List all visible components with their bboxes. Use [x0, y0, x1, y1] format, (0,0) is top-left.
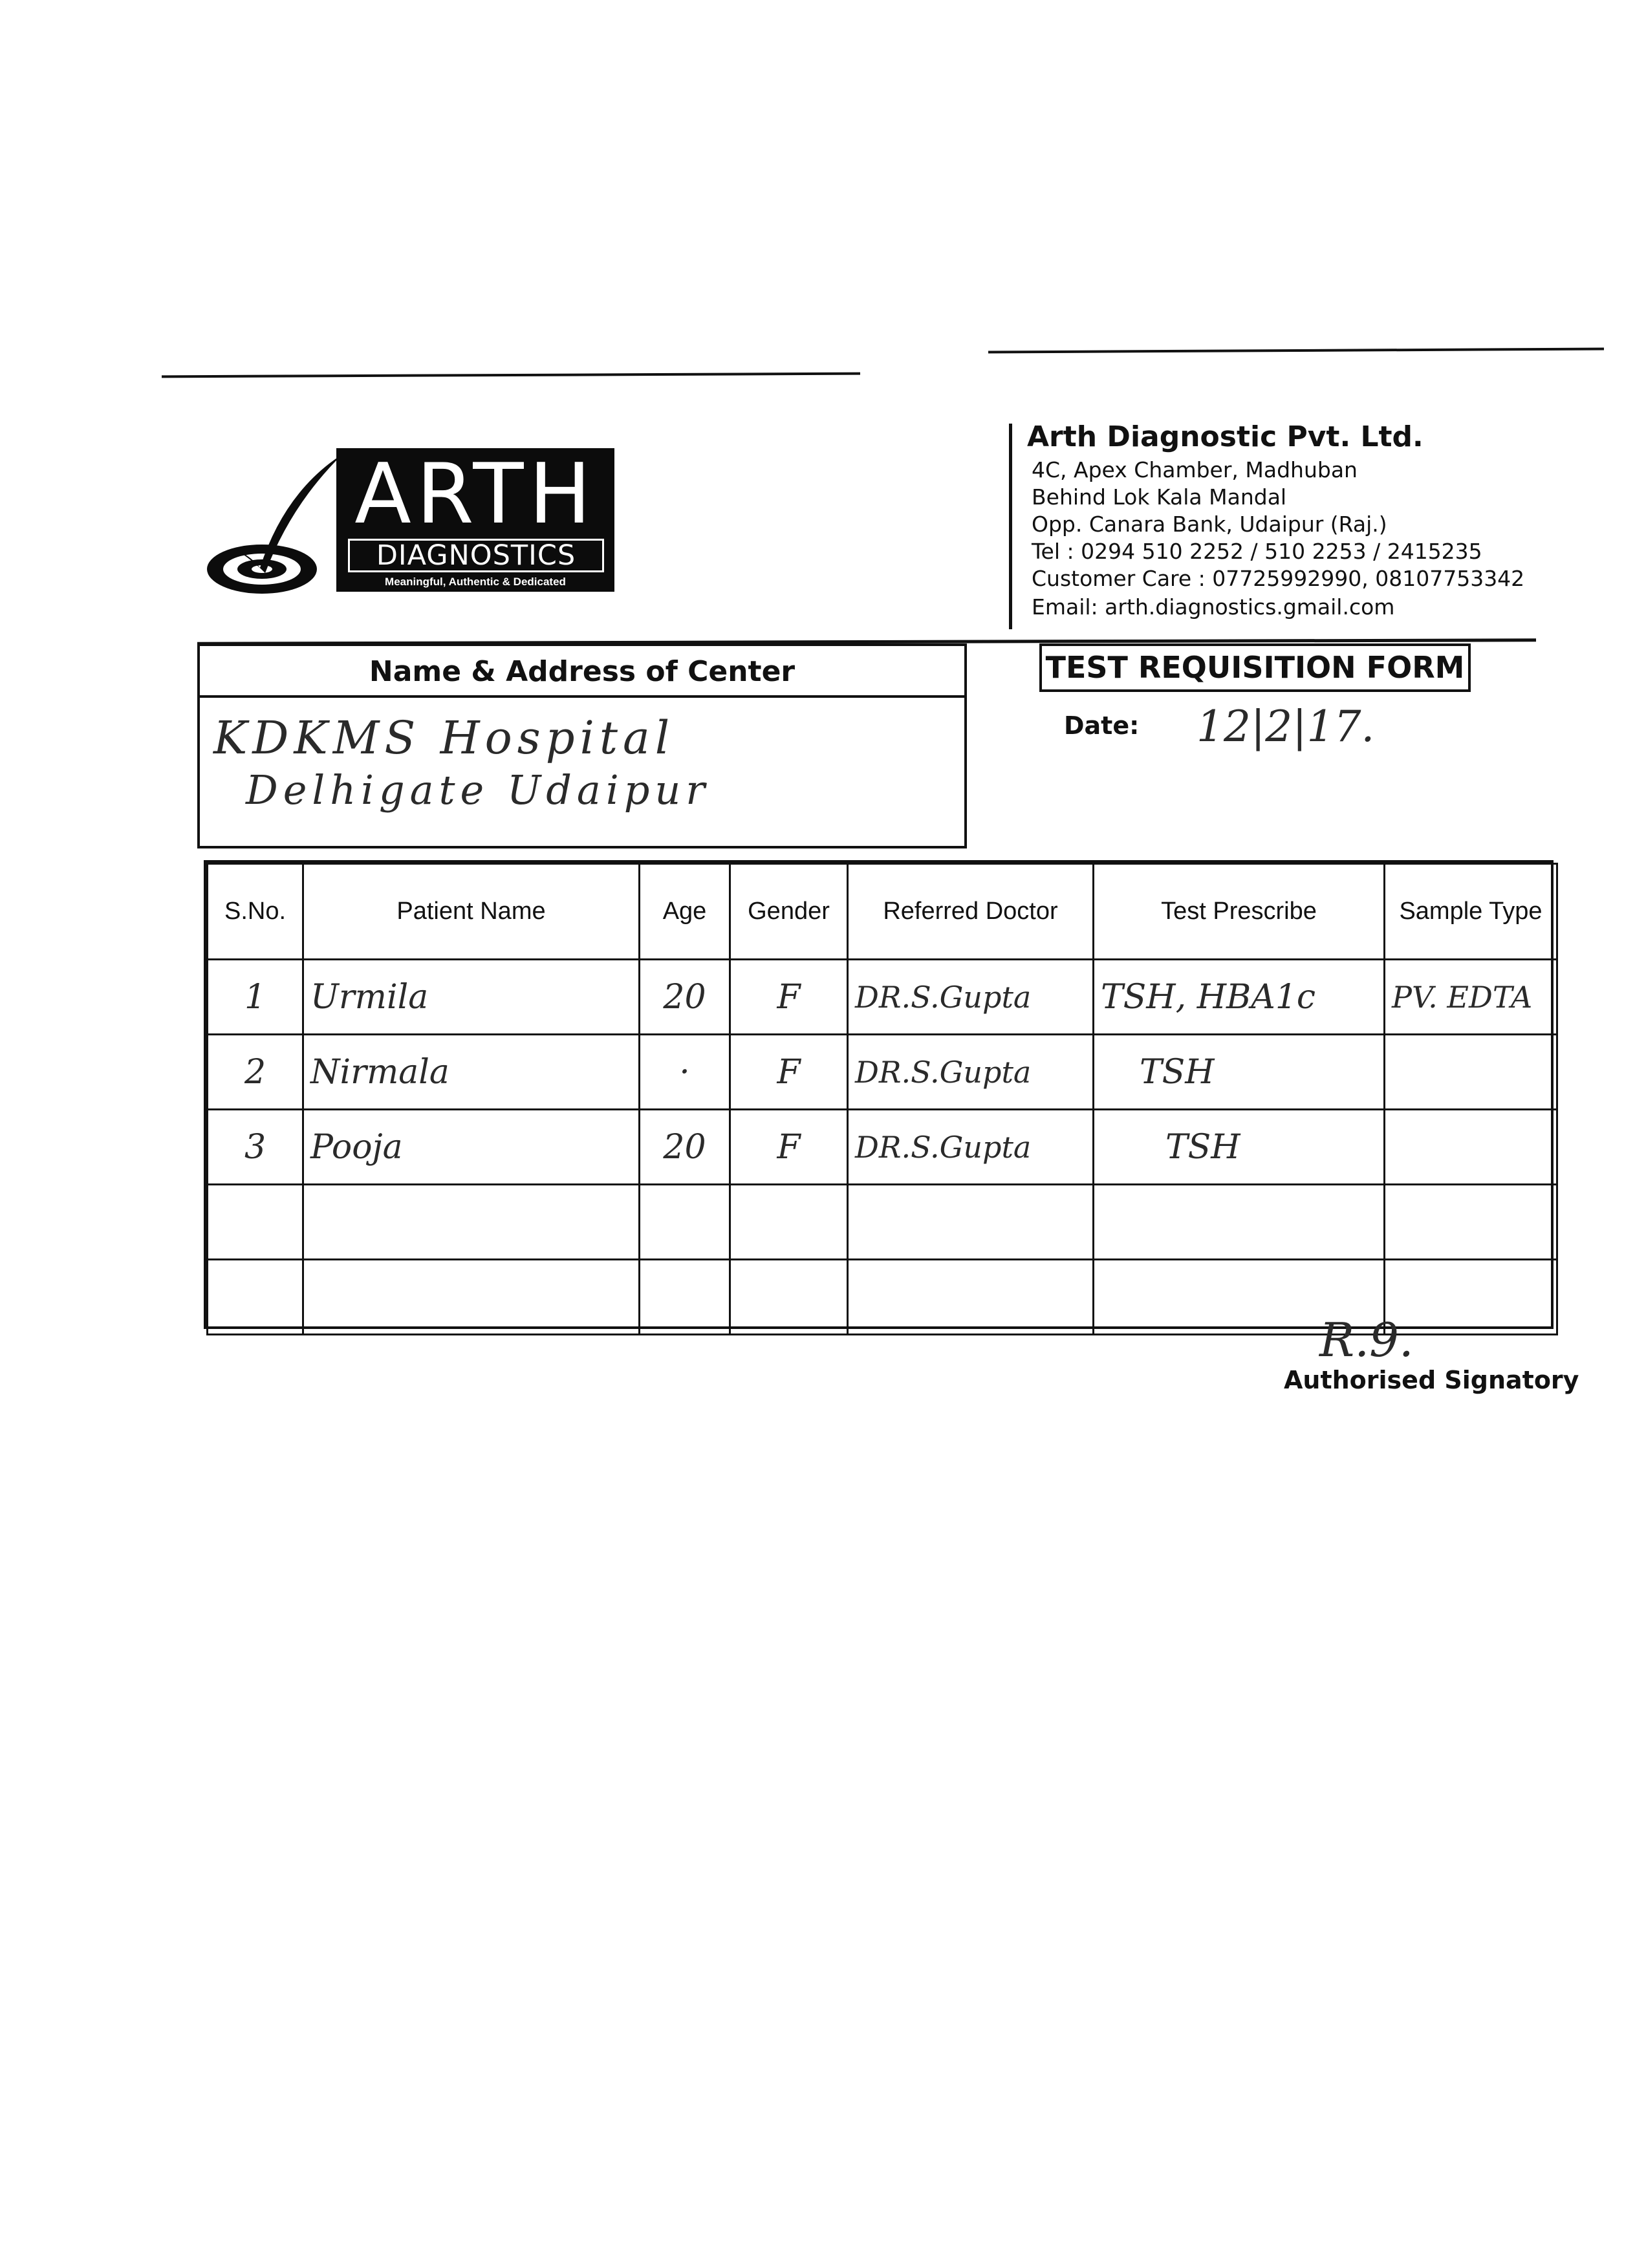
cell-gender: F — [730, 1110, 848, 1185]
date-label: Date: — [1064, 711, 1140, 740]
table-row — [208, 1035, 1557, 1110]
cell-patient-name — [303, 1260, 640, 1335]
cell-referred-doctor — [848, 1185, 1094, 1260]
table-row — [208, 1110, 1557, 1185]
cell-patient-name: Urmila — [303, 960, 640, 1035]
authorised-signatory-label: Authorised Signatory — [1284, 1366, 1579, 1394]
cell-sample-type — [1385, 1110, 1557, 1185]
table-row — [208, 1185, 1557, 1260]
cell-sno: 2 — [208, 1035, 303, 1110]
cell-sno: 1 — [208, 960, 303, 1035]
col-header-sno: S.No. — [208, 864, 303, 960]
cell-patient-name — [303, 1185, 640, 1260]
col-header-test-prescribe: Test Prescribe — [1094, 864, 1385, 960]
cell-sno — [208, 1260, 303, 1335]
date-value-handwritten: 12|2|17. — [1196, 702, 1375, 751]
cell-referred-doctor: DR.S.Gupta — [848, 960, 1094, 1035]
address-line: Email: arth.diagnostics.gmail.com — [1032, 594, 1395, 620]
address-line: Tel : 0294 510 2252 / 510 2253 / 2415235 — [1032, 539, 1482, 564]
cell-sample-type — [1385, 1185, 1557, 1260]
cell-referred-doctor — [848, 1260, 1094, 1335]
header-vertical-divider — [1009, 424, 1012, 629]
cell-gender — [730, 1185, 848, 1260]
col-header-gender: Gender — [730, 864, 848, 960]
center-box-divider — [197, 695, 967, 698]
patient-table — [204, 860, 1554, 1329]
cell-test-prescribe: TSH — [1094, 1035, 1385, 1110]
table-header-row — [208, 864, 1557, 960]
cell-age: · — [640, 1035, 730, 1110]
col-header-referred-doctor: Referred Doctor — [848, 864, 1094, 960]
logo-name: ARTH — [354, 446, 596, 543]
center-heading: Name & Address of Center — [369, 655, 796, 688]
logo-subtitle: DIAGNOSTICS — [376, 539, 576, 572]
cell-age: 20 — [640, 1110, 730, 1185]
col-header-sample-type: Sample Type — [1385, 864, 1557, 960]
address-line: Customer Care : 07725992990, 08107753342 — [1032, 566, 1525, 591]
cell-test-prescribe: TSH, HBA1c — [1094, 960, 1385, 1035]
cell-sample-type — [1385, 1035, 1557, 1110]
cell-referred-doctor: DR.S.Gupta — [848, 1110, 1094, 1185]
col-header-age: Age — [640, 864, 730, 960]
form-title: TEST REQUISITION FORM — [1039, 643, 1471, 692]
cell-patient-name: Nirmala — [303, 1035, 640, 1110]
cell-sno — [208, 1185, 303, 1260]
cell-sno: 3 — [208, 1110, 303, 1185]
col-header-patient-name: Patient Name — [303, 864, 640, 960]
cell-sample-type: PV. EDTA — [1385, 960, 1557, 1035]
address-line: Opp. Canara Bank, Udaipur (Raj.) — [1032, 512, 1387, 537]
logo-tagline: Meaningful, Authentic & Dedicated — [385, 576, 566, 588]
cell-age — [640, 1260, 730, 1335]
cell-gender — [730, 1260, 848, 1335]
cell-age — [640, 1185, 730, 1260]
cell-age: 20 — [640, 960, 730, 1035]
company-name: Arth Diagnostic Pvt. Ltd. — [1027, 420, 1424, 453]
checkmark-target-icon — [200, 446, 349, 608]
address-line: 4C, Apex Chamber, Madhuban — [1032, 457, 1358, 482]
table-row — [208, 960, 1557, 1035]
signature-handwritten: R.9. — [1319, 1313, 1414, 1367]
cell-test-prescribe — [1094, 1185, 1385, 1260]
cell-patient-name: Pooja — [303, 1110, 640, 1185]
cell-gender: F — [730, 960, 848, 1035]
cell-referred-doctor: DR.S.Gupta — [848, 1035, 1094, 1110]
cell-test-prescribe: TSH — [1094, 1110, 1385, 1185]
address-line: Behind Lok Kala Mandal — [1032, 484, 1287, 510]
cell-gender: F — [730, 1035, 848, 1110]
top-rule-right — [988, 348, 1604, 354]
top-rule-left — [162, 373, 860, 378]
center-name-handwritten: KDKMS Hospital — [213, 711, 675, 764]
center-city-handwritten: Delhigate Udaipur — [246, 766, 710, 814]
